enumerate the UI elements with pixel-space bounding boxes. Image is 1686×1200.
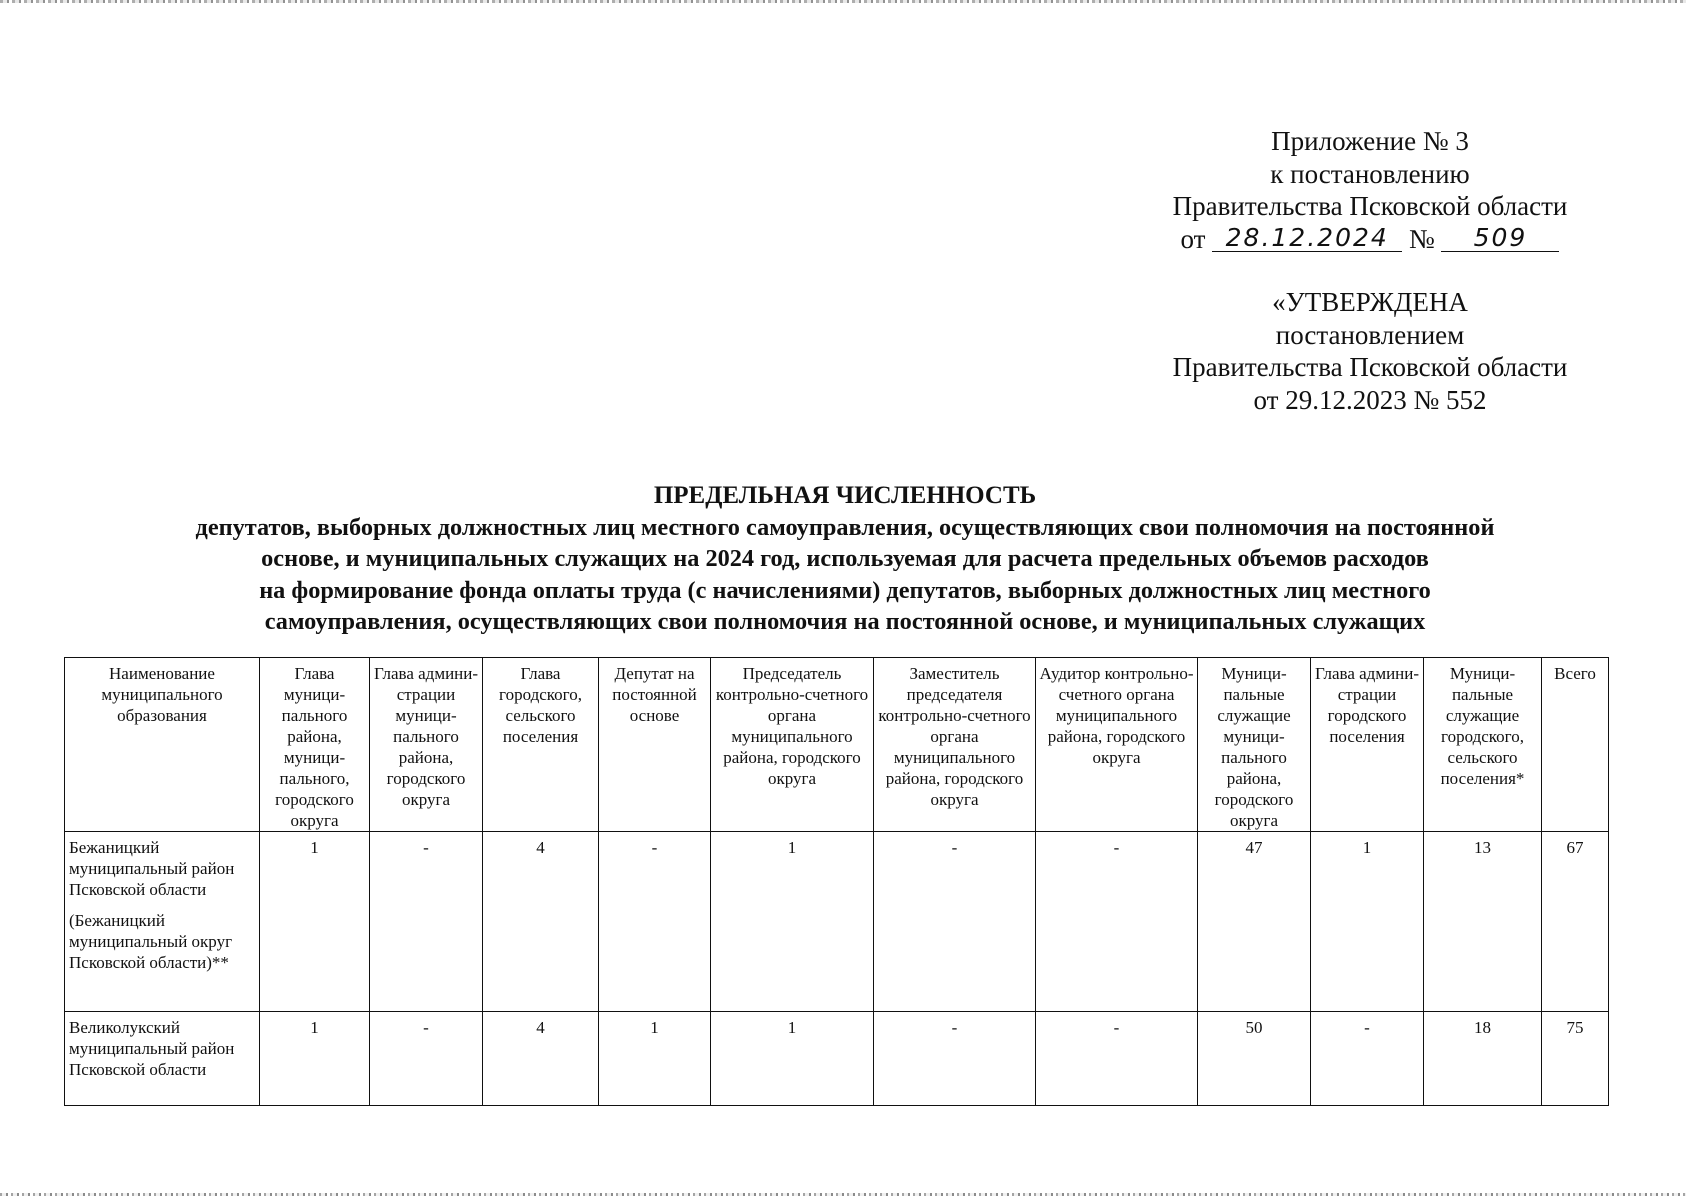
title-main: ПРЕДЕЛЬНАЯ ЧИСЛЕННОСТЬ [653, 482, 1037, 509]
title-subline-2: основе, и муниципальных служащих на 2024 год, используемая для расчета предельных объемов расходов [261, 545, 1429, 572]
table-cell: - [1036, 1012, 1198, 1106]
municipality-name: Бежаницкий муниципальный район Псковской области [69, 838, 235, 899]
title-subline-4: самоуправления, осуществляющих свои полномочия на постоянной основе, и муниципальных служащих [264, 608, 1426, 635]
approved-line-1: «УТВЕРЖДЕНА [1272, 287, 1468, 317]
table-cell: 4 [483, 1012, 599, 1106]
column-header: Муници-пальные служащие городского, сельского поселения* [1424, 658, 1542, 832]
column-header: Депутат на постоянной основе [599, 658, 711, 832]
row-name-cell [65, 832, 260, 1012]
table-cell: - [1036, 832, 1198, 1012]
row-name-cell [65, 1012, 260, 1106]
table-cell: 18 [1424, 1012, 1542, 1106]
column-header: Аудитор контрольно-счетного органа муниципального района, городского округа [1036, 658, 1198, 832]
approved-block [1140, 286, 1600, 416]
table-cell: - [599, 832, 711, 1012]
scan-edge-bottom [0, 1193, 1686, 1196]
table-cell: - [370, 1012, 483, 1106]
from-prefix: от [1180, 223, 1206, 254]
handwritten-number: 509 [1441, 225, 1559, 252]
table-cell: 1 [260, 832, 370, 1012]
table-cell: 13 [1424, 832, 1542, 1012]
table-cell: 1 [711, 1012, 874, 1106]
table-row [65, 1012, 1609, 1106]
appendix-line-2: к постановлению [1270, 158, 1470, 189]
table-cell: 1 [599, 1012, 711, 1106]
table-cell: 1 [711, 832, 874, 1012]
table-cell: 50 [1198, 1012, 1311, 1106]
table-cell: 1 [1311, 832, 1424, 1012]
column-header: Глава муници-пального района, муници-пального, городского округа [260, 658, 370, 832]
table-cell: - [370, 832, 483, 1012]
table-cell: - [874, 832, 1036, 1012]
table-cell: 4 [483, 832, 599, 1012]
table-cell: 1 [260, 1012, 370, 1106]
column-header: Заместитель председателя контрольно-счетного органа муниципального района, городского округа [874, 658, 1036, 832]
municipality-name: Великолукский муниципальный район Псковской области [69, 1018, 235, 1079]
appendix-block [1140, 125, 1600, 255]
approved-line-4: от 29.12.2023 № 552 [1253, 384, 1487, 415]
table-cell: 47 [1198, 832, 1311, 1012]
title-subline-3: на формирование фонда оплаты труда (с начислениями) депутатов, выборных должностных лиц местного [259, 576, 1431, 604]
column-header: Председатель контрольно-счетного органа муниципального района, городского округа [711, 658, 874, 832]
table-cell-total: 75 [1542, 1012, 1609, 1106]
approved-line-3: Правительства Псковской области [1172, 352, 1568, 382]
table-cell: - [1311, 1012, 1424, 1106]
column-header: Глава городского, сельского поселения [483, 658, 599, 832]
appendix-line-3: Правительства Псковской области [1172, 191, 1568, 221]
handwritten-date: 28.12.2024 [1212, 225, 1402, 252]
document-title [52, 480, 1638, 638]
column-header: Глава админи-страции городского поселения [1311, 658, 1424, 832]
title-subline-1: депутатов, выборных должностных лиц местного самоуправления, осуществляющих свои полномочия на постоянной [195, 513, 1495, 541]
municipality-name-note: (Бежаницкий муниципальный округ Псковской области)** [69, 911, 233, 972]
number-sign: № [1408, 223, 1435, 254]
appendix-line-1: Приложение № 3 [1271, 126, 1469, 156]
staff-limit-table [64, 657, 1609, 1106]
scan-edge-top [0, 0, 1686, 3]
approved-line-2: постановлением [1275, 319, 1465, 350]
column-header: Муници-пальные служащие муници-пального района, городского округа [1198, 658, 1311, 832]
column-header: Наименование муниципального образования [65, 658, 260, 832]
column-header: Глава админи-страции муници-пального района, городского округа [370, 658, 483, 832]
table-header-row [65, 658, 1609, 832]
column-header: Всего [1542, 658, 1609, 832]
table-row [65, 832, 1609, 1012]
table-cell-total: 67 [1542, 832, 1609, 1012]
appendix-date-line [1140, 223, 1600, 256]
table-cell: - [874, 1012, 1036, 1106]
